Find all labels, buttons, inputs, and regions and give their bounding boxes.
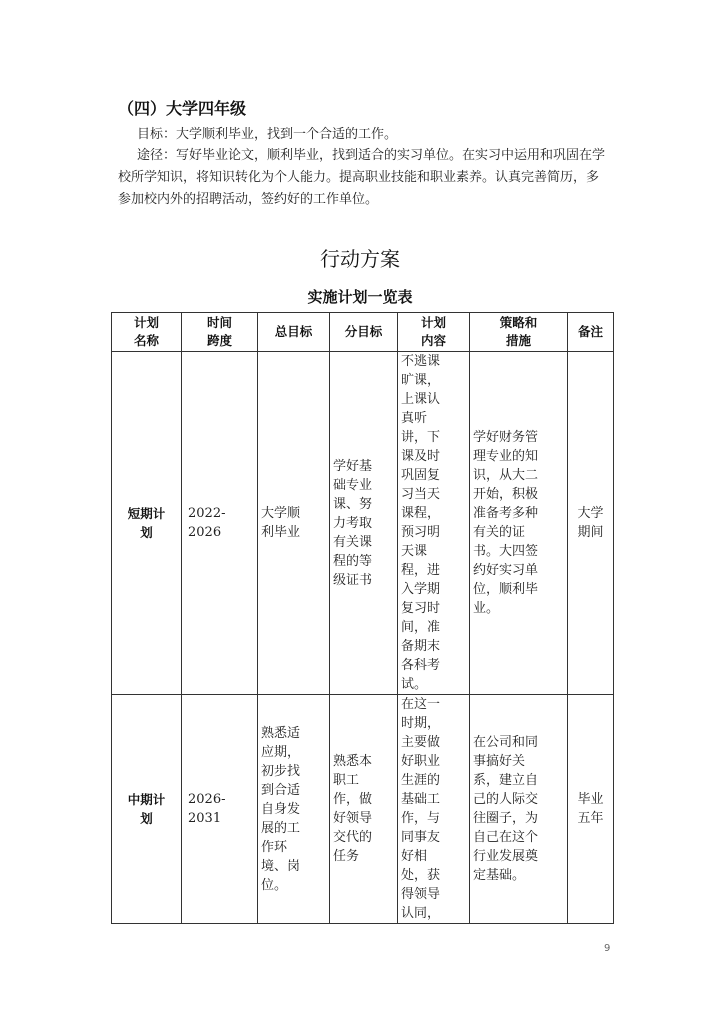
overall-goal-cell: 熟悉适 应期， 初步找 到合适 自身发 展的工 作环 境、岗 位。 [258,695,330,924]
header-strategy: 策略和 措施 [470,313,568,352]
header-note: 备注 [568,313,614,352]
plan-name-cell: 短期计 划 [112,352,182,695]
header-sub-goal: 分目标 [330,313,398,352]
path-paragraph: 途径：写好毕业论文，顺利毕业，找到适合的实习单位。在实习中运用和巩固在学校所学知识，将知识转化为个人能力。提高职业技能和职业素养。认真完善简历，多参加校内外的招聘活动，签约好的工作单位。 [118,148,606,207]
strategy-cell: 在公司和同 事搞好关 系，建立自 己的人际交 往圈子，为 自己在这个 行业发展奠 定基础。 [470,695,568,924]
strategy-cell: 学好财务管 理专业的知 识，从大二 开始，积极 准备考多种 有关的证 书。大四签 约好实习单 位，顺利毕 业。 [470,352,568,695]
section-heading: （四）大学四年级 [118,99,247,118]
page-number: 9 [604,943,611,954]
note-cell: 大学 期间 [568,352,614,695]
plan-content-cell: 不逃课 旷课， 上课认 真听 讲，下 课及时 巩固复 习当天 课程， 预习明 天课 程，进 入学期 复习时 间，准 备期末 各科考 试。 [398,352,470,695]
plan-name-cell: 中期计 划 [112,695,182,924]
time-span-cell: 2022- 2026 [182,352,258,695]
header-time-span: 时间 跨度 [182,313,258,352]
action-plan-title: 行动方案 [320,247,400,271]
time-span-cell: 2026- 2031 [182,695,258,924]
plan-content-cell: 在这一 时期， 主要做 好职业 生涯的 基础工 作，与 同事友 好相 处，获 得领导 认同， [398,695,470,924]
header-plan-name: 计划 名称 [112,313,182,352]
table-row [112,695,614,924]
sub-goal-cell: 学好基 础专业 课、努 力考取 有关课 程的等 级证书 [330,352,398,695]
goal-paragraph: 目标：大学顺利毕业，找到一个合适的工作。 [137,127,398,142]
implementation-plan-table [111,312,614,924]
sub-goal-cell: 熟悉本 职工 作，做 好领导 交代的 任务 [330,695,398,924]
table-header-row [112,313,614,352]
table-row [112,352,614,695]
header-plan-content: 计划 内容 [398,313,470,352]
overall-goal-cell: 大学顺 利毕业 [258,352,330,695]
plan-table-title: 实施计划一览表 [307,288,413,306]
note-cell: 毕业 五年 [568,695,614,924]
header-overall-goal: 总目标 [258,313,330,352]
